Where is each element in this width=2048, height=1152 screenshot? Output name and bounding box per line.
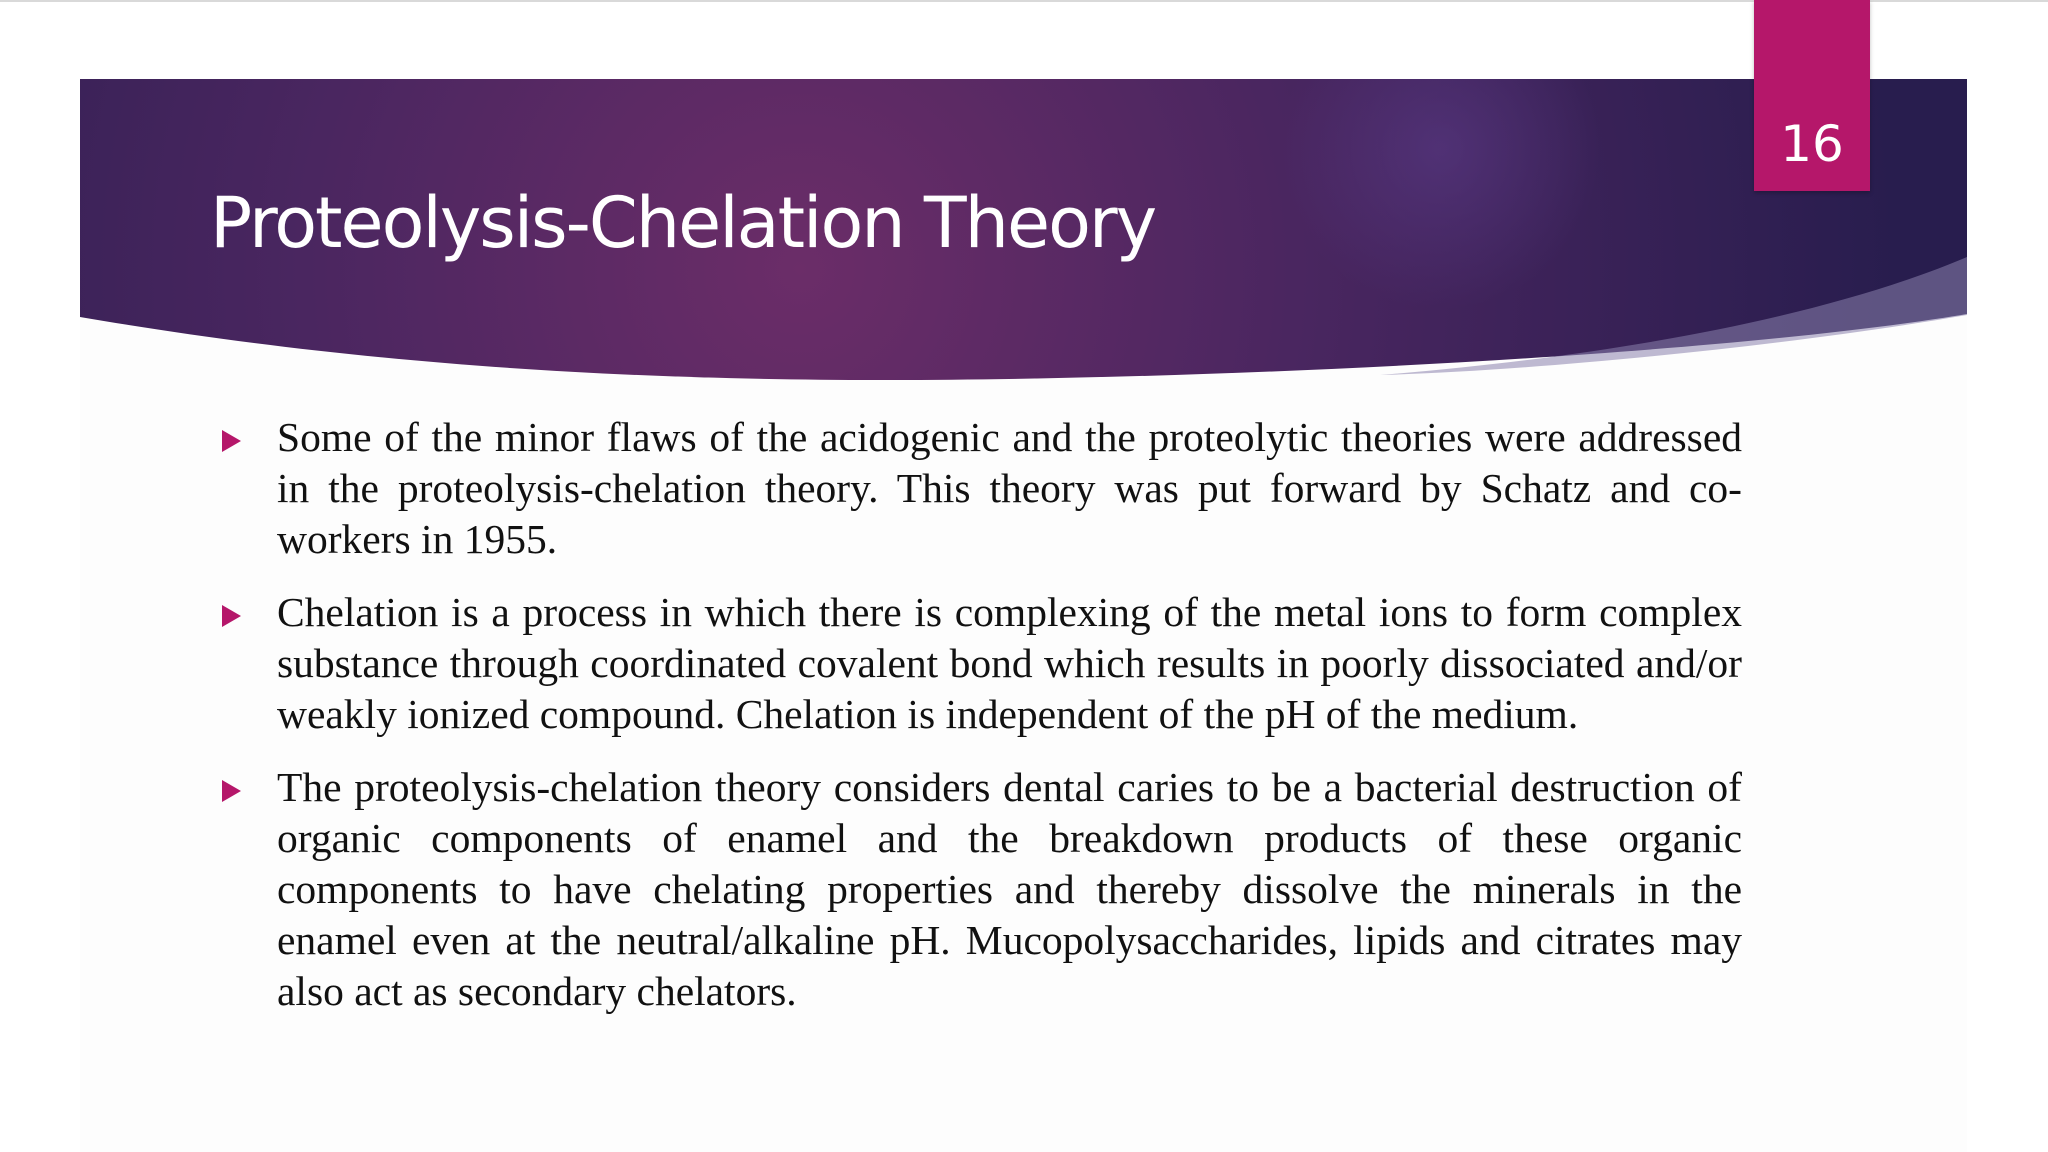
slide-title: Proteolysis-Chelation Theory [210,182,1156,264]
bullet-text: Chelation is a process in which there is complexing of the metal ions to form complex substance through coordinated covalent bond which results in poorly dissociated and/or weakly ionized compound. Chelation is independent of the pH of the medium. [277,589,1742,737]
slide [80,79,1967,1152]
bullet-text: The proteolysis-chelation theory considers dental caries to be a bacterial destruction of organic components of enamel and the breakdown products of these organic components to have chelating properties and thereby dissolve the minerals in the enamel even at the neutral/alkaline pH. Mucopolysaccharides, lipids and citrates may also act as secondary chelators. [277,764,1742,1014]
bullet-item [222,587,1742,740]
triangle-right-icon [222,430,241,452]
top-divider [0,0,2048,2]
triangle-right-icon [222,605,241,627]
slide-number: 16 [1780,115,1844,173]
bullet-item [222,762,1742,1017]
slide-number-tab [1754,0,1870,191]
bullet-list [222,412,1742,1039]
bullet-item [222,412,1742,565]
triangle-right-icon [222,780,241,802]
bullet-text: Some of the minor flaws of the acidogenic and the proteolytic theories were addressed in the proteolysis-chelation theory. This theory was put forward by Schatz and co-workers in 1955. [277,414,1742,562]
